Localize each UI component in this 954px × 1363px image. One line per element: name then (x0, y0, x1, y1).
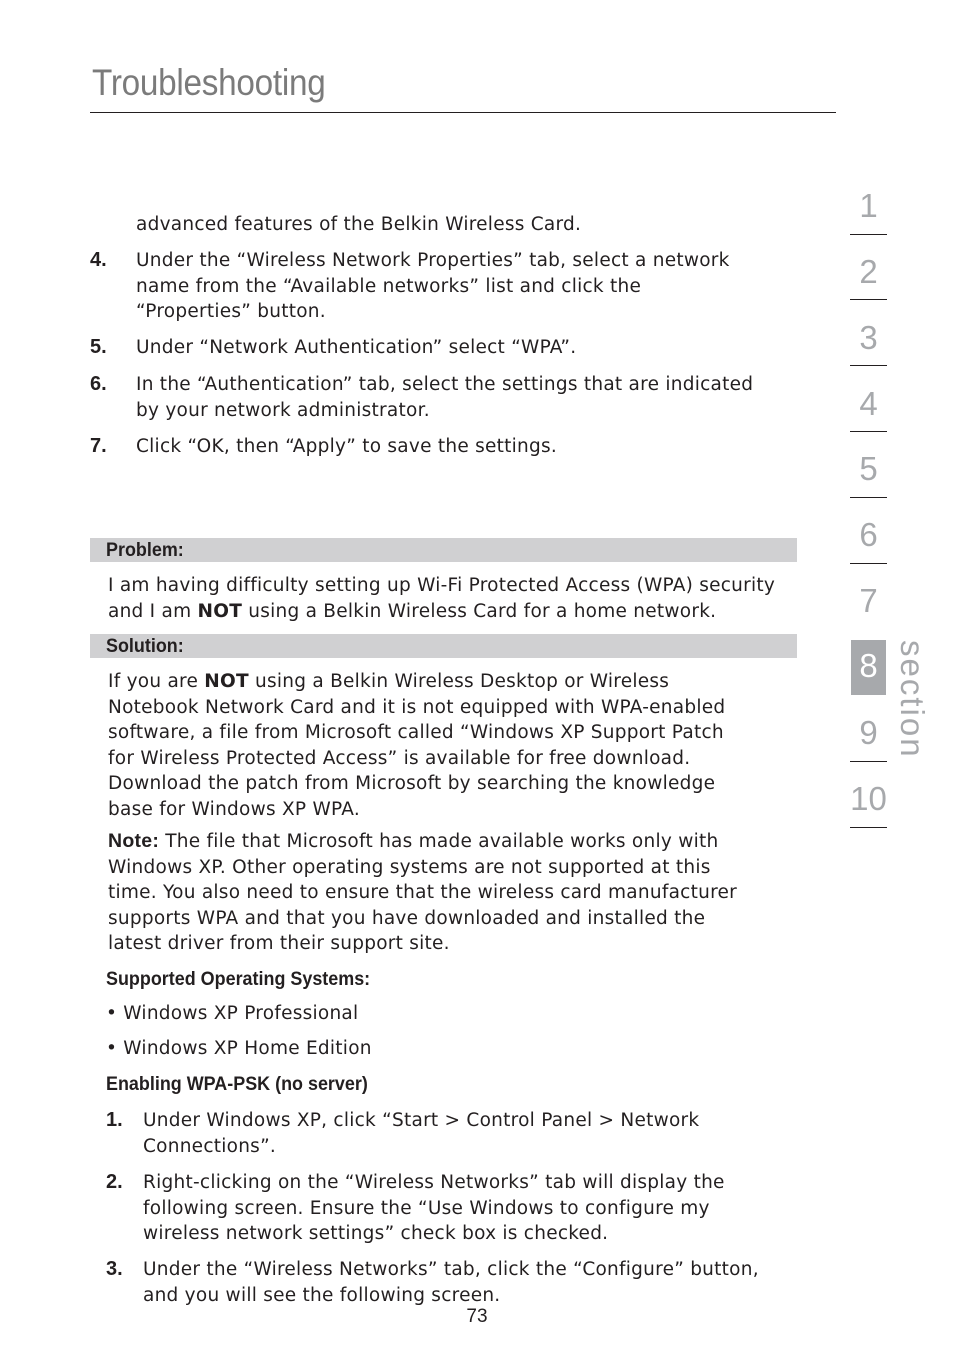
step-number: 2. (106, 1171, 123, 1193)
step-number: 7. (90, 435, 107, 457)
solution-label: Solution: (106, 635, 184, 657)
section-number-4: 4 (859, 385, 878, 422)
section-number-active: 8 (851, 640, 886, 695)
problem-band (90, 538, 797, 562)
section-divider (850, 827, 887, 828)
section-divider (850, 365, 887, 366)
step-text: Under the “Wireless Networks” tab, click the “Configure” button, and you will see the following screen. (143, 1259, 759, 1306)
section-number-10: 10 (850, 780, 887, 817)
list-item: • Windows XP Professional (106, 1003, 359, 1024)
step-text: Under “Network Authentication” select “WPA”. (136, 337, 577, 358)
step-number: 6. (90, 373, 107, 395)
step-number: 5. (90, 336, 107, 358)
section-number-1: 1 (859, 187, 878, 224)
problem-text: I am having difficulty setting up Wi-Fi Protected Access (WPA) security and I am NOT using a Belkin Wireless Card for a home network. (108, 575, 776, 622)
page-number: 73 (466, 1306, 488, 1327)
page-title: Troubleshooting (92, 62, 326, 103)
step-text: In the “Authentication” tab, select the settings that are indicated by your network administrator. (136, 374, 754, 421)
section-number-2: 2 (859, 253, 878, 290)
section-divider (850, 761, 887, 762)
enabling-heading: Enabling WPA-PSK (no server) (106, 1073, 368, 1095)
continuation-text: advanced features of the Belkin Wireless Card. (136, 214, 582, 235)
step-number: 3. (106, 1258, 123, 1280)
note-text: Note: The file that Microsoft has made available works only with Windows XP. Other operating systems are not supported at this time. You also need to ensure that the wireless card manufacturer supports WPA and that you have downloaded and installed the latest driver from their support site. (108, 830, 738, 954)
solution-text: If you are NOT using a Belkin Wireless Desktop or Wireless Notebook Network Card and it is not equipped with WPA-enabled software, a file from Microsoft called “Windows XP Support Patch for Wireless Protected Access” is available for free download. Download the patch from Microsoft by searching the knowledge base for Windows XP WPA. (108, 671, 726, 820)
title-divider (90, 112, 836, 113)
step-number: 4. (90, 249, 107, 271)
solution-band (90, 634, 797, 658)
section-word: section (894, 640, 931, 759)
step-text: Right-clicking on the “Wireless Networks” tab will display the following screen. Ensure the “Use Windows to configure my wireless network settings” check box is checked. (143, 1172, 725, 1244)
step-text: Under the “Wireless Network Properties” tab, select a network name from the “Available networks” list and click the “Properties” button. (136, 250, 730, 322)
list-item: • Windows XP Home Edition (106, 1038, 372, 1059)
section-divider (850, 497, 887, 498)
supported-os-heading: Supported Operating Systems: (106, 968, 371, 990)
section-number-5: 5 (859, 450, 878, 487)
section-divider (850, 234, 887, 235)
step-number: 1. (106, 1109, 123, 1131)
note-label: Note: (108, 830, 160, 852)
step-text: Under Windows XP, click “Start > Control Panel > Network Connections”. (143, 1110, 700, 1157)
section-number-3: 3 (859, 319, 878, 356)
section-divider (850, 431, 887, 432)
section-number-7: 7 (859, 582, 878, 619)
section-divider (850, 563, 887, 564)
section-number-6: 6 (859, 516, 878, 553)
section-divider (850, 299, 887, 300)
problem-label: Problem: (106, 539, 184, 561)
section-number-9: 9 (859, 714, 878, 751)
step-text: Click “OK, then “Apply” to save the settings. (136, 436, 557, 457)
